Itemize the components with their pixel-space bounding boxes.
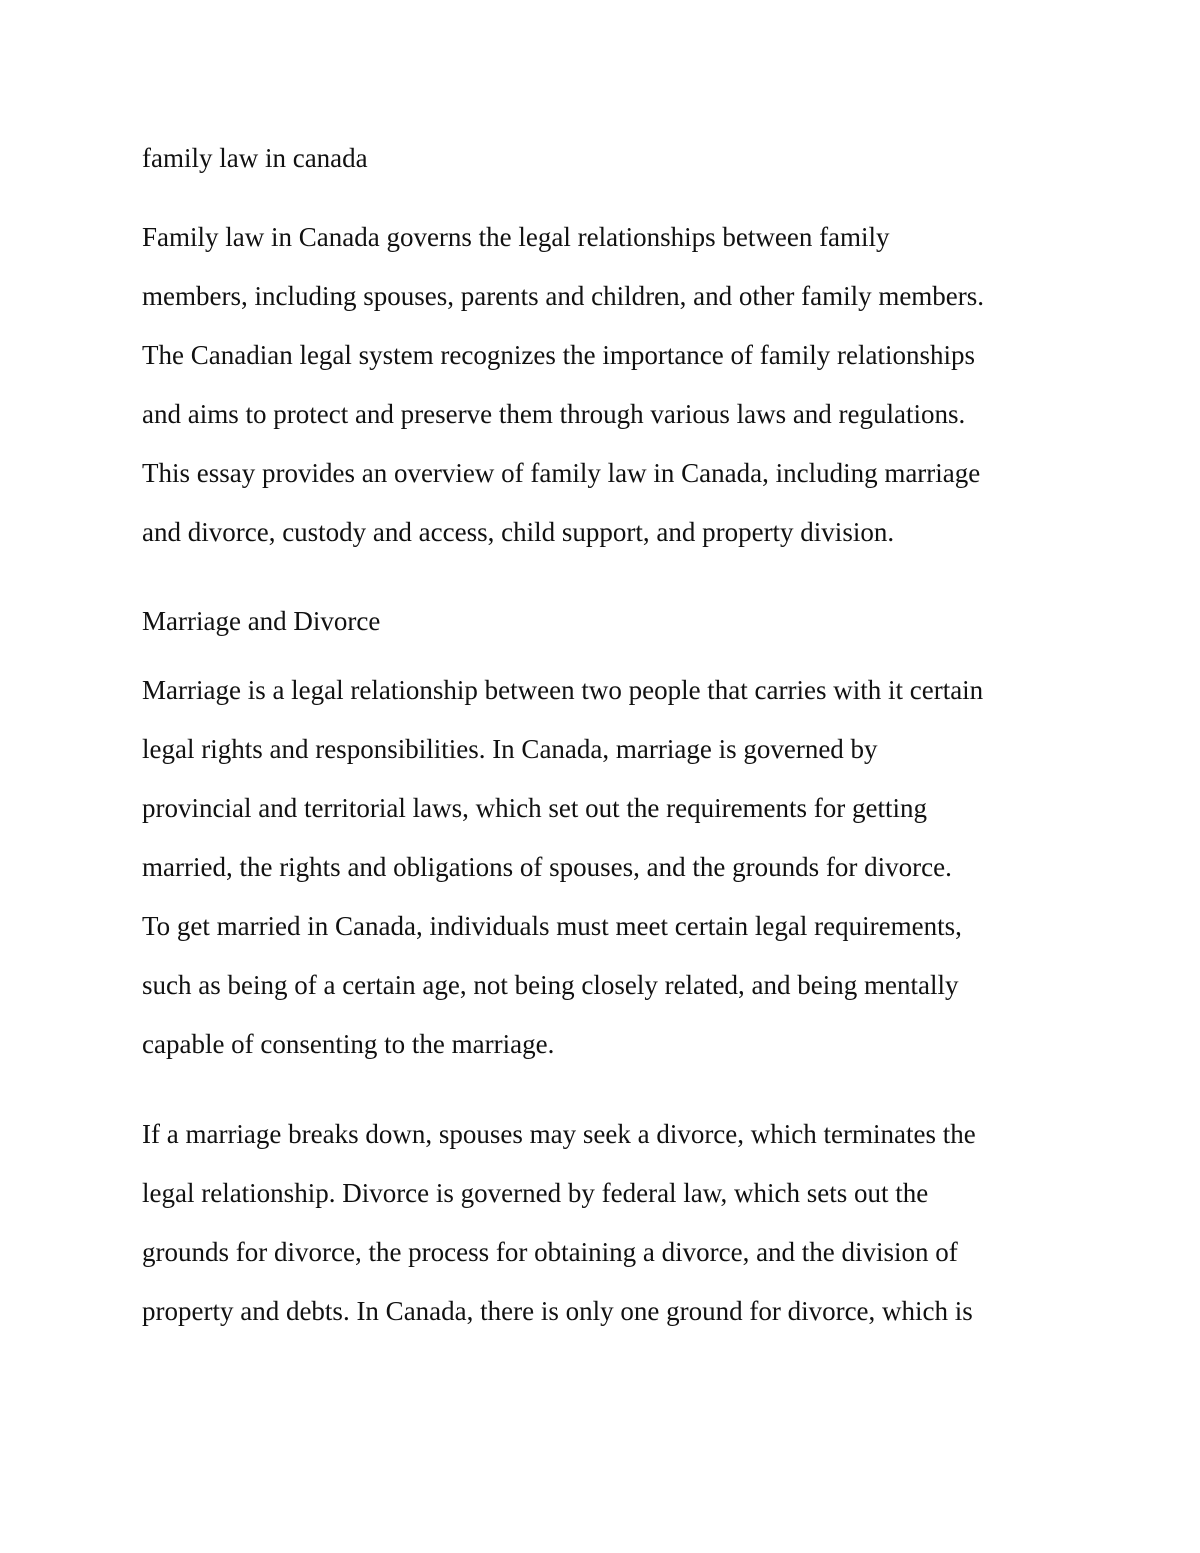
marriage-line-3: provincial and territorial laws, which set out the requirements for getting — [142, 793, 928, 823]
intro-line-2: members, including spouses, parents and children, and other family members. — [142, 281, 985, 311]
intro-line-5: This essay provides an overview of family law in Canada, including marriage — [142, 458, 981, 488]
marriage-line-2: legal rights and responsibilities. In Canada, marriage is governed by — [142, 734, 878, 764]
intro-line-1: Family law in Canada governs the legal relationships between family — [142, 222, 890, 252]
section-heading: Marriage and Divorce — [142, 606, 381, 636]
divorce-line-1: If a marriage breaks down, spouses may seek a divorce, which terminates the — [142, 1119, 976, 1149]
divorce-line-3: grounds for divorce, the process for obtaining a divorce, and the division of — [142, 1237, 958, 1267]
marriage-line-7: capable of consenting to the marriage. — [142, 1029, 555, 1059]
intro-line-4: and aims to protect and preserve them through various laws and regulations. — [142, 399, 966, 429]
document-title: family law in canada — [142, 143, 368, 173]
intro-line-3: The Canadian legal system recognizes the importance of family relationships — [142, 340, 975, 370]
marriage-line-5: To get married in Canada, individuals must meet certain legal requirements, — [142, 911, 962, 941]
marriage-line-1: Marriage is a legal relationship between two people that carries with it certain — [142, 675, 984, 705]
divorce-line-4: property and debts. In Canada, there is only one ground for divorce, which is — [142, 1296, 973, 1326]
marriage-line-4: married, the rights and obligations of spouses, and the grounds for divorce. — [142, 852, 952, 882]
divorce-line-2: legal relationship. Divorce is governed by federal law, which sets out the — [142, 1178, 929, 1208]
marriage-line-6: such as being of a certain age, not being closely related, and being mentally — [142, 970, 959, 1000]
intro-line-6: and divorce, custody and access, child support, and property division. — [142, 517, 895, 547]
